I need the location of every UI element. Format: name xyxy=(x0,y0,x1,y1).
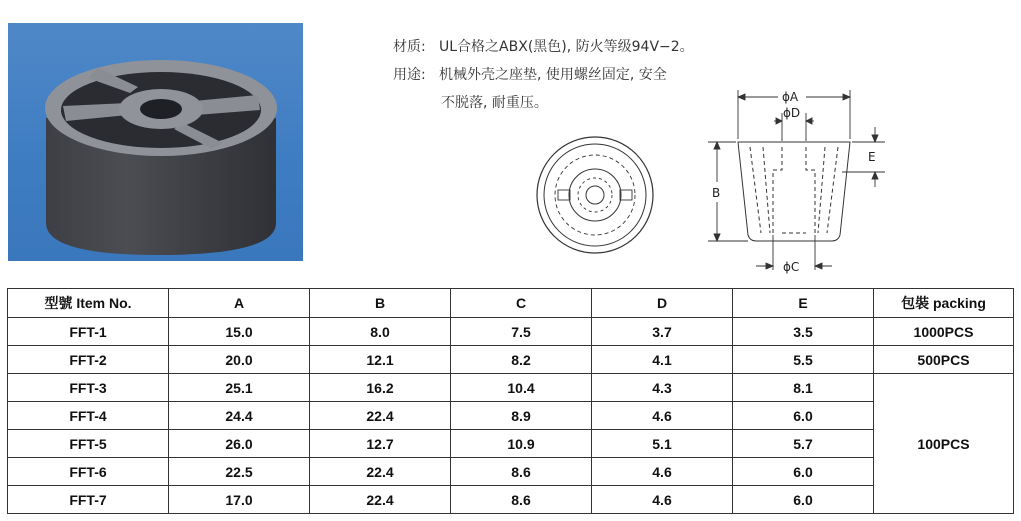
dim-c: 8.6 xyxy=(451,458,592,486)
usage-label: 用途: xyxy=(393,67,426,83)
side-view xyxy=(738,142,850,241)
item-no: FFT-2 xyxy=(8,346,169,374)
table-row xyxy=(8,346,1014,374)
dim-label-e: E xyxy=(868,150,876,164)
header-a: A xyxy=(169,289,310,318)
packing: 500PCS xyxy=(874,346,1014,374)
dim-c: 8.9 xyxy=(451,402,592,430)
dim-label-phi-a: ϕA xyxy=(782,90,799,104)
item-no: FFT-4 xyxy=(8,402,169,430)
product-photo xyxy=(8,23,303,261)
item-no: FFT-1 xyxy=(8,318,169,346)
dim-c: 8.2 xyxy=(451,346,592,374)
item-no: FFT-7 xyxy=(8,486,169,514)
dim-label-phi-d: ϕD xyxy=(783,106,801,120)
table-header-row xyxy=(8,289,1014,318)
dim-d: 4.6 xyxy=(592,402,733,430)
dim-a: 26.0 xyxy=(169,430,310,458)
dim-e: 5.7 xyxy=(733,430,874,458)
dim-a: 15.0 xyxy=(169,318,310,346)
dim-b: 8.0 xyxy=(310,318,451,346)
dim-c: 7.5 xyxy=(451,318,592,346)
dim-label-phi-c: ϕC xyxy=(783,260,800,274)
header-item-no: 型號 Item No. xyxy=(8,289,169,318)
dim-d: 4.6 xyxy=(592,458,733,486)
table-row xyxy=(8,318,1014,346)
dim-b: 16.2 xyxy=(310,374,451,402)
dim-d: 3.7 xyxy=(592,318,733,346)
material-value: UL合格之ABX(黑色), 防火等级94V−2。 xyxy=(439,39,694,55)
material-label: 材质: xyxy=(393,39,426,55)
dim-b: 12.1 xyxy=(310,346,451,374)
header-e: E xyxy=(733,289,874,318)
table-row xyxy=(8,486,1014,514)
dim-e: 6.0 xyxy=(733,402,874,430)
dim-a: 24.4 xyxy=(169,402,310,430)
dim-label-b: B xyxy=(712,186,721,200)
table-row xyxy=(8,430,1014,458)
dim-b: 22.4 xyxy=(310,486,451,514)
table-row xyxy=(8,458,1014,486)
dim-d: 4.1 xyxy=(592,346,733,374)
dim-a: 25.1 xyxy=(169,374,310,402)
usage-value-line1: 机械外壳之座垫, 使用螺丝固定, 安全 xyxy=(439,67,667,83)
dim-a: 17.0 xyxy=(169,486,310,514)
top-view xyxy=(537,137,653,253)
header-b: B xyxy=(310,289,451,318)
material-line xyxy=(393,33,694,61)
table-row xyxy=(8,402,1014,430)
dim-e: 3.5 xyxy=(733,318,874,346)
dim-b: 12.7 xyxy=(310,430,451,458)
dim-c: 10.4 xyxy=(451,374,592,402)
dim-e: 6.0 xyxy=(733,458,874,486)
spec-table xyxy=(7,288,1014,514)
dim-b: 22.4 xyxy=(310,458,451,486)
packing: 100PCS xyxy=(874,374,1014,514)
item-no: FFT-3 xyxy=(8,374,169,402)
dim-d: 5.1 xyxy=(592,430,733,458)
dim-e: 5.5 xyxy=(733,346,874,374)
usage-value-line2: 不脱落, 耐重压。 xyxy=(441,95,548,111)
header-c: C xyxy=(451,289,592,318)
table-row xyxy=(8,374,1014,402)
dim-e: 6.0 xyxy=(733,486,874,514)
item-no: FFT-6 xyxy=(8,458,169,486)
dim-c: 10.9 xyxy=(451,430,592,458)
dim-a: 20.0 xyxy=(169,346,310,374)
header-d: D xyxy=(592,289,733,318)
dim-a: 22.5 xyxy=(169,458,310,486)
dim-b: 22.4 xyxy=(310,402,451,430)
dim-d: 4.6 xyxy=(592,486,733,514)
packing: 1000PCS xyxy=(874,318,1014,346)
dim-d: 4.3 xyxy=(592,374,733,402)
dim-e: 8.1 xyxy=(733,374,874,402)
technical-drawing xyxy=(520,85,900,280)
header-packing: 包裝 packing xyxy=(874,289,1014,318)
item-no: FFT-5 xyxy=(8,430,169,458)
dim-c: 8.6 xyxy=(451,486,592,514)
